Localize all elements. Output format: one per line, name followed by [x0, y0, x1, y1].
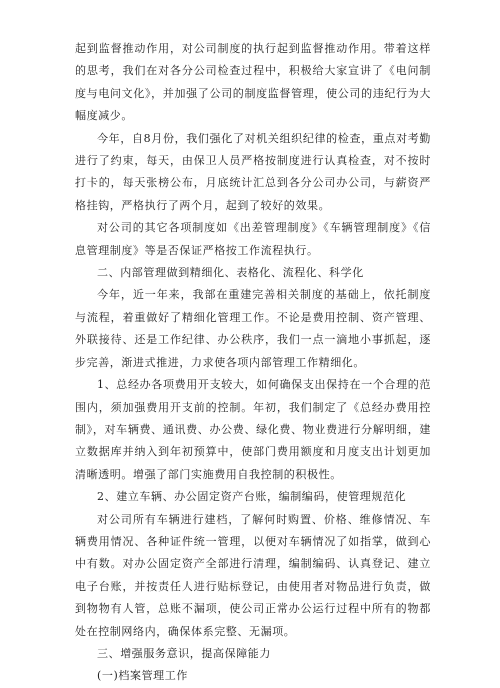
- paragraph-intro-continuation: 起到监督推动作用，对公司制度的执行起到监督推动作用。带着这样的思考，我们在对各分公司检查过程中，积极给大家宣讲了《电问制度与电问文化》，并加强了公司的制度监督管理，使公司的违纪行为大幅度减少。: [75, 42, 431, 123]
- document-body: [75, 38, 431, 688]
- section-heading-internal-management: 二、内部管理做到精细化、表格化、流程化、科学化: [97, 266, 364, 280]
- paragraph-other-rules: 对公司的其它各项制度如《出差管理制度》《车辆管理制度》《信息管理制度》等是否保证严格按工作流程执行。: [75, 221, 431, 257]
- section-heading-service-awareness: 三、增强服务意识，提高保障能力: [97, 646, 271, 660]
- paragraph-vehicle-assets: 对公司所有车辆进行建档，了解何时购置、价格、维修情况、车辆费用情况、各种证件统一管理，以便对车辆情况了如指掌，做到心中有数。对办公固定资产全部进行清理，编制编码、认真登记、建立电子台账，并按责任人进行贴标登记，由使用者对物品进行负责，做到物物有人管，总账不漏项，使公司正常办公运行过程中所有的物都处在控制网络内，确保体系完整、无漏项。: [75, 512, 431, 638]
- paragraph-refined-management: 今年，近一年来，我部在重建完善相关制度的基础上，依托制度与流程，着重做好了精细化管理工作。不论是费用控制、资产管理、外联接待、还是工作纪律、办公秩序，我们一点一滴地小事抓起，逐步完善，渐进式推进，力求使各项内部管理工作精细化。: [75, 288, 431, 369]
- paragraph-attendance-check: 今年，自8月份，我们强化了对机关组织纪律的检查，重点对考勤进行了约束，每天，由保卫人员严格按制度进行认真检查，对不按时打卡的，每天张榜公布，月底统计汇总到各分公司办公司，与薪资严格挂钩，严格执行了两个月，起到了较好的效果。: [75, 131, 431, 212]
- paragraph-cost-control: 1、总经办各项费用开支较大，如何确保支出保持在一个合理的范围内，须加强费用开支前的控制。年初，我们制定了《总经办费用控制》，对车辆费、通讯费、办公费、绿化费、物业费进行分解明细，建立数据库并纳入到年初预算中，使部门费用额度和月度支出计划更加清晰透明。增强了部门实施费用自我控制的积极性。: [75, 378, 431, 481]
- subheading-asset-ledger: 2、建立车辆、办公固定资产台账，编制编码，使管理规范化: [97, 490, 407, 504]
- subheading-archive-management: (一)档案管理工作: [97, 669, 188, 683]
